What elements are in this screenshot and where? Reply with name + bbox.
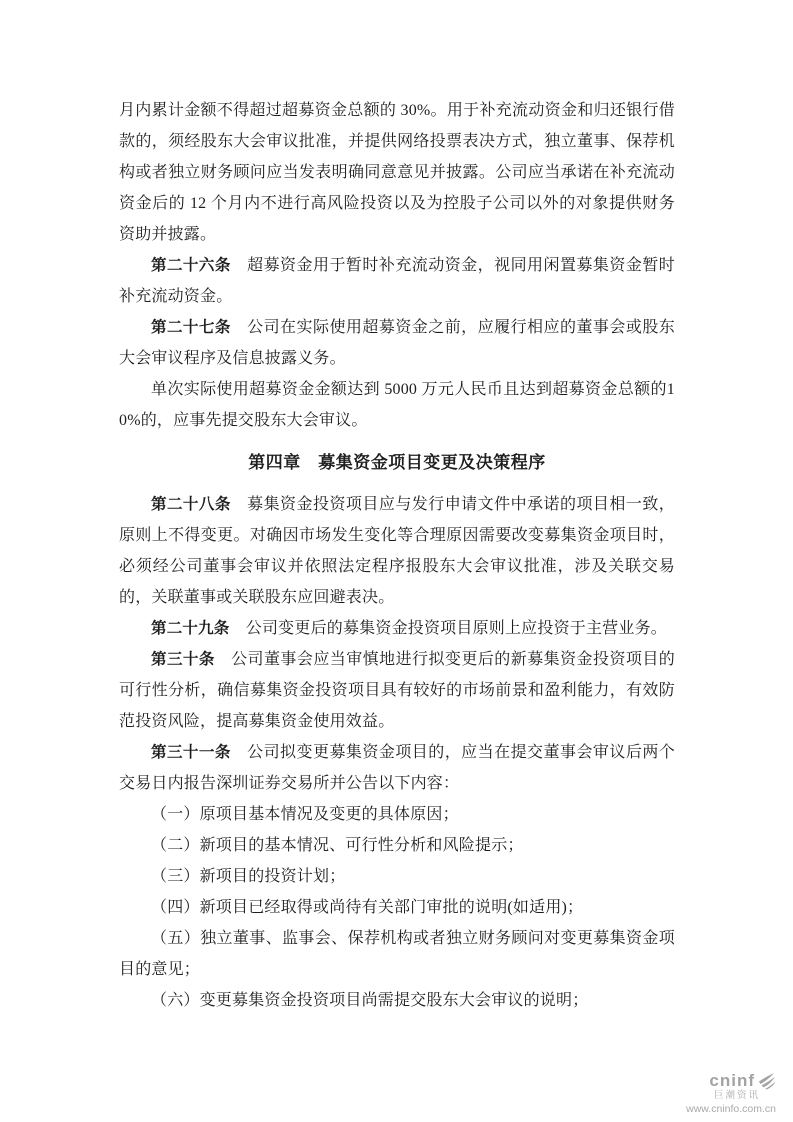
article-number: 第三十条 <box>151 651 215 668</box>
body-paragraph: （一）原项目基本情况及变更的具体原因； <box>151 806 459 823</box>
article-text: 公司在实际使用超募资金之前，应履行相应的董事会或股东大会审议程序及信息披露义务。 <box>119 319 675 367</box>
article-paragraph <box>119 737 675 799</box>
body-paragraph: （二）新项目的基本情况、可行性分析和风险提示； <box>151 837 524 854</box>
article-text: 公司拟变更募集资金项目的，应当在提交董事会审议后两个交易日内报告深圳证券交易所并公告以下内容： <box>119 744 675 792</box>
article-number: 第二十六条 <box>151 257 231 274</box>
article-text: 超募资金用于暂时补充流动资金，视同用闲置募集资金暂时补充流动资金。 <box>119 257 675 305</box>
body-paragraph: （五）独立董事、监事会、保荐机构或者独立财务顾问对变更募集资金项目的意见； <box>119 930 675 978</box>
article-text: 公司变更后的募集资金投资项目原则上应投资于主营业务。 <box>245 620 667 637</box>
body-paragraph: 月内累计金额不得超过超募资金总额的 30%。用于补充流动资金和归还银行借款的，须经股东大会审议批准，并提供网络投票表决方式，独立董事、保荐机构或者独立财务顾问应当发表明确同意意见并披露。公司应当承诺在补充流动资金后的 12 个月内不进行高风险投资以及为控股子公司以外的对象提供财务资助并披露。 <box>119 102 675 243</box>
article-paragraph <box>119 644 675 737</box>
article-number: 第二十九条 <box>151 620 230 637</box>
cninfo-logo <box>709 1071 776 1090</box>
article-paragraph <box>119 312 675 374</box>
article-number: 第三十一条 <box>151 744 231 761</box>
article-text: 公司董事会应当审慎地进行拟变更后的新募集资金投资项目的可行性分析，确信募集资金投资项目具有较好的市场前景和盈利能力，有效防范投资风险，提高募集资金使用效益。 <box>119 651 675 730</box>
article-paragraph <box>119 250 675 312</box>
document-body <box>119 95 675 1016</box>
article-paragraph <box>119 613 675 644</box>
article-paragraph <box>119 489 675 613</box>
cninfo-website: www.cninfo.com.cn <box>686 1103 776 1115</box>
footer-logo <box>686 1071 776 1115</box>
chapter-heading: 第四章 募集资金项目变更及决策程序 <box>248 453 546 472</box>
cninfo-logo-chinese: 巨潮资讯 <box>713 1091 760 1101</box>
cninfo-swirl-icon <box>757 1071 776 1090</box>
body-paragraph: （三）新项目的投资计划； <box>151 868 346 885</box>
body-paragraph: 单次实际使用超募资金金额达到 5000 万元人民币且达到超募资金总额的10%的，应事先提交股东大会审议。 <box>119 381 675 429</box>
body-paragraph: （六）变更募集资金投资项目尚需提交股东大会审议的说明； <box>151 992 589 1009</box>
cninfo-logo-text: cninf <box>709 1070 755 1090</box>
article-number: 第二十七条 <box>151 319 231 336</box>
article-text: 募集资金投资项目应与发行申请文件中承诺的项目相一致，原则上不得变更。对确因市场发生变化等合理原因需要改变募集资金项目时，必须经公司董事会审议并依照法定程序报股东大会审议批准，涉及关联交易的，关联董事或关联股东应回避表决。 <box>119 496 675 606</box>
body-paragraph: （四）新项目已经取得或尚待有关部门审批的说明(如适用)； <box>151 899 584 916</box>
article-number: 第二十八条 <box>151 496 231 513</box>
